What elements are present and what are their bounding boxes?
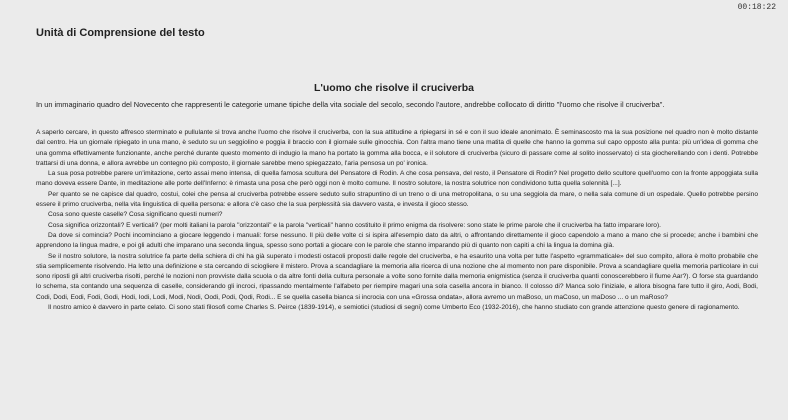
- story-title: L'uomo che risolve il cruciverba: [313, 82, 475, 94]
- story-paragraph: Per quanto se ne capisce dal quadro, costui, colei che pensa al cruciverba potrebbe essere seduto sullo strapuntino di un treno o di una metropolitana, o su una seggiola da mare, o nella sala comune di un ospedale. Quello potrebbe persino essere il primo cruciverba, nella vita linguistica di quella persona: e allora c'è caso che la sua perplessità sia davvero vasta, e investa il gioco stesso.: [36, 190, 758, 209]
- story-paragraph: Il nostro amico è davvero in parte celato. Ci sono stati filosofi come Charles S. Peirce (1839-1914), e semiotici (studiosi di segni) come Umberto Eco (1932-2016), che hanno studiato con grande attenzione questo genere di ragionamento.: [48, 304, 740, 312]
- story-paragraph: Da dove si comincia? Pochi incominciano a giocare leggendo i manuali: forse nessuno. Il più delle volte ci si ispira all'esempio dato da altri, o affrontando direttamente il gioco capendolo a mano a mano che si procede; anche i bambini che apprendono la lingua madre, e poi gli adulti che imparano una seconda lingua, spesso sono portati a giocare con le parole che stanno imparando più di quanto non capiti a chi la lingua la domina già.: [36, 231, 758, 250]
- story-paragraph: La sua posa potrebbe parere un'imitazione, certo assai meno intensa, di quella famosa scultura del Pensatore di Rodin. A che cosa pensava, del resto, il Pensatore di Rodin? Nel progetto dello scultore quell'uomo con la fronte appoggiata sulla mano doveva essere Dante, in meditazione alle porte dell'Inferno: è rimasta una posa che però oggi non è molto comune. Il nostro solutore, la nostra solutrice non condividono tutta quella solennità [...].: [36, 170, 758, 188]
- story-intro: In un immaginario quadro del Novecento che rappresenti le categorie umane tipiche della vita sociale del secolo, secondo l'autore, andrebbe collocato di diritto "l'uomo che risolve il cruciverba".: [36, 100, 665, 109]
- unit-title: Unità di Comprensione del testo: [36, 27, 205, 39]
- story-body: [36, 128, 758, 420]
- story-paragraph: A saperlo cercare, in questo affresco sterminato e pullulante si trova anche l'uomo che risolve il cruciverba, con la sua attitudine a ripiegarsi in sé e con il suo ideale anonimato. È seminascosto ma la sua posizione nel quadro non è molto distante dal centro. Ha un giornale ripiegato in una mano, è seduto su un seggiolino e poggia il braccio con il giornale sulle ginocchia. Con l'altra mano tiene una matita di quelle che hanno la gomma sul capo opposto alla punta: più un'idea di gomma che una gomma effettivamente funzionante, anche perché durante questo momento di indugio la mano ha portato la gomma alla bocca, e il solutore di cruciverba (sicuro di passare come al solito inosservato) ci sta giocherellando con i denti. Potrebbe trattarsi di una donna, e allora avrebbe un contegno più composto, il giornale sarebbe meno spiegazzato, l'aria pensosa un po' ironica.: [36, 129, 758, 167]
- story-paragraph: Cosa significa orizzontali? E verticali? (per molti italiani la parola "orizzontali" e la parola "verticali" hanno costituito il primo enigma da risolvere: sono state le prime parole che il cruciverba ha fatto imparare loro).: [48, 221, 661, 229]
- story-paragraph: Cosa sono queste caselle? Cosa significano questi numeri?: [48, 211, 223, 219]
- story-paragraph: Se il nostro solutore, la nostra solutrice fa parte della schiera di chi ha già superato i modesti ostacoli proposti dalle regole del cruciverba, e ha esaurito una volta per tutte l'aspetto «grammaticale» del suo compito, allora è molto probabile che stia semplicemente risolvendo. Ha letto una definizione e sta cercando di sciogliere il mistero. Prova a scandagliare la memoria alla ricerca di una nozione che al momento non pare disponibile. Prova a scandagliare quella memoria particolare in cui sono riposti gli altri cruciverba risolti, perché le nozioni non provviste dalla scuola o da altre fonti della cultura personale a volte sono fornite dalla memoria enigmistica (senza il cruciverba quanti conoscerebbero il fiume Aar?). O forse sta guardando lo schema, sta contando una sequenza di caselle, considerando gli incroci, ripassando mentalmente l'alfabeto per riempire magari una sola casella ancora in bianco. Il colosso di? Manca solo l'iniziale, e allora bisogna fare tutto il giro, Aodi, Bodi, Codi, Dodi, Eodi, Fodi, Godi, Hodi, Iodi, Lodi, Modi, Nodi, Oodi, Podi, Qodi, Rodi... E se quella casella bianca si incrocia con una «Grossa ondata», allora avremo un maBoso, un maCoso, un maDoso ... o un maRoso?: [36, 252, 758, 301]
- timer: 00:18:22: [737, 3, 776, 12]
